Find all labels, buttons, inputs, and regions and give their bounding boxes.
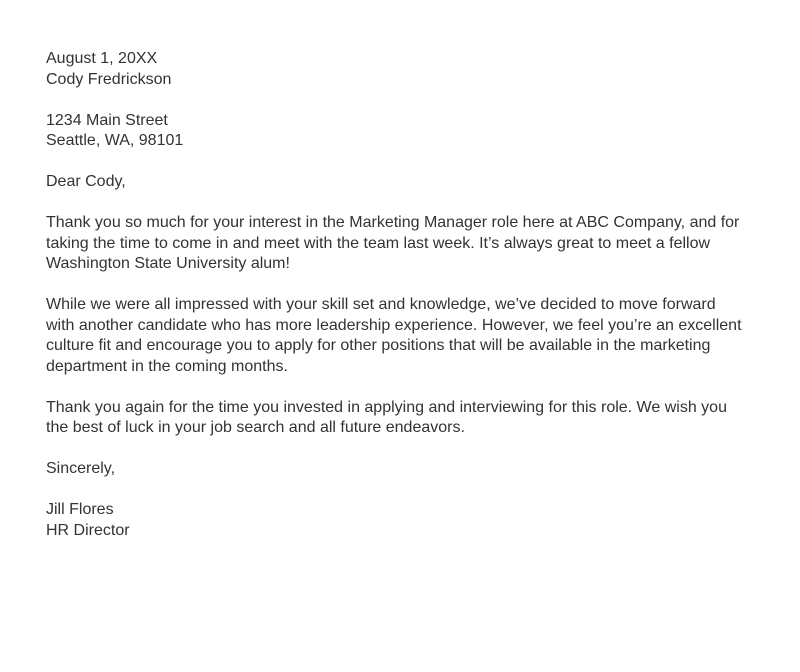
paragraph-line: While we were all impressed with your skill set and knowledge, we’ve decided to move forward: [46, 296, 716, 313]
letter-date: August 1, 20XX: [46, 50, 158, 67]
recipient-address: [46, 111, 766, 152]
address-line-2: Seattle, WA, 98101: [46, 132, 184, 149]
paragraph-line: taking the time to come in and meet with the team last week. It’s always great to meet a fellow: [46, 234, 711, 252]
paragraph-line: with another candidate who has more leadership experience. However, we feel you’re an excellent: [46, 316, 742, 334]
paragraph-line: Thank you again for the time you invested in applying and interviewing for this role. We wish you: [46, 398, 727, 416]
paragraph-line: department in the coming months.: [46, 357, 288, 375]
spacer: [46, 377, 766, 398]
letter-header: [46, 49, 766, 90]
spacer: [46, 193, 766, 214]
recipient-name: Cody Fredrickson: [46, 70, 172, 88]
spacer: [46, 480, 766, 501]
signer-title: HR Director: [46, 521, 130, 539]
paragraph-line: Thank you so much for your interest in the Marketing Manager role here at ABC Company, and for: [46, 214, 740, 231]
paragraph-line: the best of luck in your job search and all future endeavors.: [46, 419, 465, 436]
signer-name: Jill Flores: [46, 501, 114, 518]
salutation: Dear Cody,: [46, 173, 126, 190]
spacer: [46, 439, 766, 460]
rejection-letter: [46, 49, 766, 541]
paragraph-line: Washington State University alum!: [46, 255, 290, 272]
body-paragraph-2: [46, 295, 766, 377]
spacer: [46, 275, 766, 296]
body-paragraph-3: [46, 398, 766, 439]
spacer: [46, 90, 766, 111]
body-paragraph-1: [46, 213, 766, 275]
paragraph-line: culture fit and encourage you to apply for other positions that will be available in the marketing: [46, 337, 711, 354]
spacer: [46, 152, 766, 173]
address-line-1: 1234 Main Street: [46, 111, 168, 129]
signature-block: [46, 500, 766, 541]
closing: Sincerely,: [46, 460, 116, 477]
